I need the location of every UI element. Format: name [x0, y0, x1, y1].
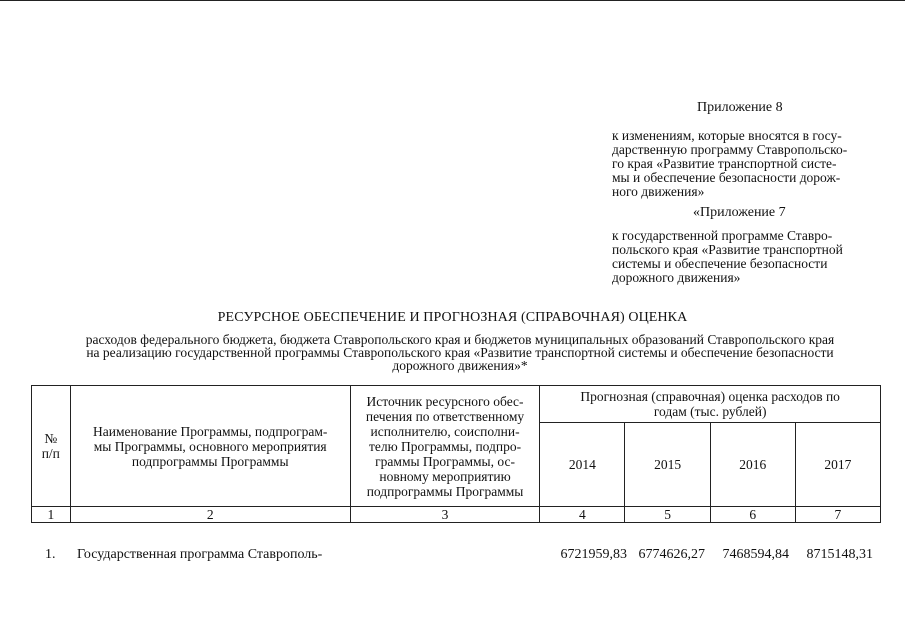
note-line: дарственную программу Ставропольско- — [612, 142, 848, 157]
index-cell: 7 — [795, 507, 880, 523]
top-border-line — [0, 0, 905, 1]
appendix-8-label: Приложение 8 — [697, 100, 783, 115]
header-forecast — [540, 386, 881, 423]
index-cell: 6 — [710, 507, 795, 523]
header-text: граммы Программы, ос- — [375, 453, 515, 469]
header-year: 2017 — [795, 423, 880, 507]
row1-name: Государственная программа Ставрополь- — [77, 547, 323, 562]
header-text: телю Программы, подпро- — [368, 438, 522, 454]
index-cell: 5 — [625, 507, 710, 523]
header-text: № — [44, 431, 58, 446]
note-line: польского края «Развитие транспортной — [612, 242, 843, 257]
subtitle-line: на реализацию государственной программы Ставропольского края «Развитие транспортной системы и обеспечение безопасности — [86, 345, 834, 360]
header-text: новному мероприятию — [379, 468, 511, 484]
row1-value-2014: 6721959,83 — [560, 547, 627, 562]
row1-value-2015: 6774626,27 — [638, 547, 705, 562]
header-year: 2016 — [710, 423, 795, 507]
row1-number: 1. — [45, 547, 56, 562]
row1-value-2016: 7468594,84 — [722, 547, 789, 562]
document-subtitle — [25, 333, 895, 372]
note-line: мы и обеспечение безопасности дорож- — [612, 170, 841, 185]
header-source — [350, 386, 540, 507]
header-text: печения по ответственному — [365, 408, 525, 424]
header-text: мы Программы, основного мероприятия — [93, 438, 327, 454]
appendix-8-note — [612, 129, 880, 199]
resource-table — [31, 385, 881, 523]
note-line: ного движения» — [612, 184, 705, 199]
header-text: исполнителю, соисполни- — [370, 423, 520, 439]
header-year: 2014 — [540, 423, 625, 507]
index-cell: 4 — [540, 507, 625, 523]
header-text: Наименование Программы, подпрограм- — [92, 423, 328, 439]
header-text: годам (тыс. рублей) — [653, 404, 767, 419]
subtitle-line: дорожного движения»* — [392, 358, 528, 373]
header-year: 2015 — [625, 423, 710, 507]
note-line: к изменениям, которые вносятся в госу- — [612, 128, 842, 143]
appendix-7-label: «Приложение 7 — [693, 205, 786, 220]
note-line: системы и обеспечение безопасности — [612, 256, 828, 271]
index-cell: 3 — [350, 507, 540, 523]
header-text: п/п — [41, 446, 60, 461]
table-index-row — [32, 507, 881, 523]
appendix-7-note — [612, 229, 880, 285]
header-number — [32, 386, 71, 507]
table-header-row — [32, 386, 881, 423]
header-name — [70, 386, 350, 507]
index-cell: 2 — [70, 507, 350, 523]
header-text: Источник ресурсного обес- — [366, 393, 524, 409]
header-text: подпрограммы Программы — [366, 483, 524, 499]
header-text: подпрограммы Программы — [131, 453, 289, 469]
index-cell: 1 — [32, 507, 71, 523]
note-line: дорожного движения» — [612, 270, 741, 285]
subtitle-line: расходов федерального бюджета, бюджета Ставропольского края и бюджетов муниципальных образований Ставропольского края — [85, 332, 835, 347]
note-line: к государственной программе Ставро- — [612, 228, 833, 243]
document-title: РЕСУРСНОЕ ОБЕСПЕЧЕНИЕ И ПРОГНОЗНАЯ (СПРАВОЧНАЯ) ОЦЕНКА — [217, 310, 688, 325]
note-line: го края «Развитие транспортной систе- — [612, 156, 837, 171]
row1-value-2017: 8715148,31 — [806, 547, 873, 562]
header-text: Прогнозная (справочная) оценка расходов по — [580, 389, 840, 404]
